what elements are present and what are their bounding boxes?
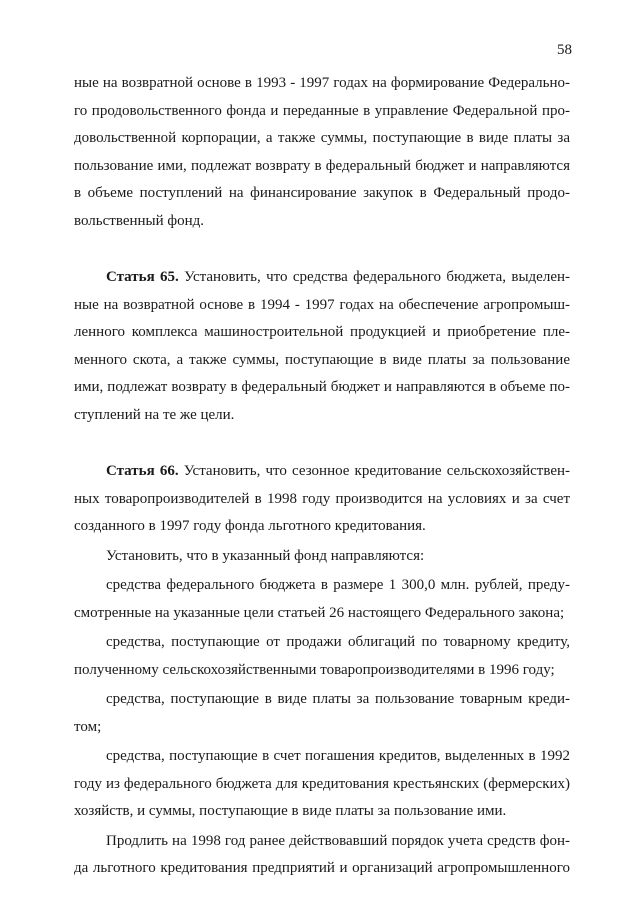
text-line: в объеме поступлений на финансирование закупок в Федеральный продо- bbox=[74, 185, 570, 201]
text-line: Продлить на 1998 год ранее действовавший порядок учета средств фон- bbox=[106, 832, 570, 849]
text-line: ных товаропроизводителей в 1998 году производится на условиях и за счет bbox=[74, 490, 570, 507]
text-line: ступлений на те же цели. bbox=[74, 406, 235, 423]
paragraph bbox=[74, 828, 570, 883]
article-label: Статья 66. bbox=[106, 463, 179, 479]
list-item bbox=[74, 629, 570, 684]
text-line: довольственной корпорации, а также суммы, поступающие в виде платы за bbox=[74, 130, 570, 146]
article-text: Установить, что средства федерального бюджета, выделен- bbox=[178, 269, 570, 285]
article-66 bbox=[74, 458, 570, 541]
text-line: менного скота, а также суммы, поступающие в виде платы за пользование bbox=[74, 351, 570, 368]
page-number: 58 bbox=[557, 42, 572, 58]
text-line: году из федерального бюджета для кредитования крестьянских (фермерских) bbox=[74, 775, 570, 792]
text-line: средства, поступающие в виде платы за пользование товарным креди- bbox=[106, 691, 570, 707]
text-line: средства, поступающие в счет погашения кредитов, выделенных в 1992 bbox=[106, 748, 570, 764]
text-line: хозяйств, и суммы, поступающие в виде платы за пользование ими. bbox=[74, 803, 507, 819]
text-line: полученному сельскохозяйственными товаропроизводителями в 1996 году; bbox=[74, 661, 555, 678]
text-line: Установить, что в указанный фонд направляются: bbox=[106, 547, 425, 564]
text-line: смотренные на указанные цели статьей 26 настоящего Федерального закона; bbox=[74, 604, 565, 621]
text-line: ные на возвратной основе в 1994 - 1997 годах на обеспечение агропромыш- bbox=[74, 296, 570, 313]
text-line: ленного комплекса машиностроительной продукцией и приобретение пле- bbox=[74, 324, 570, 340]
document-body bbox=[74, 70, 570, 883]
paragraph-spacer bbox=[74, 235, 570, 264]
article-65 bbox=[74, 264, 570, 429]
text-line: да льготного кредитования предприятий и организаций агропромышленного bbox=[74, 860, 570, 876]
text-line: том; bbox=[74, 718, 102, 735]
text-line: вольственный фонд. bbox=[74, 212, 205, 229]
article-label: Статья 65. bbox=[106, 269, 179, 285]
paragraph bbox=[74, 543, 570, 571]
text-line: средства, поступающие от продажи облигаций по товарному кредиту, bbox=[106, 634, 570, 650]
text-line: созданного в 1997 году фонда льготного кредитования. bbox=[74, 518, 426, 534]
article-heading-line bbox=[74, 458, 570, 486]
text-line: го продовольственного фонда и переданные в управление Федеральной про- bbox=[74, 102, 570, 119]
text-line: ими, подлежат возврату в федеральный бюджет и направляются в объеме по- bbox=[74, 379, 570, 395]
text-line: средства федерального бюджета в размере 1 300,0 млн. рублей, преду- bbox=[106, 577, 570, 593]
list-item bbox=[74, 572, 570, 627]
article-text: Установить, что сезонное кредитование сельскохозяйствен- bbox=[178, 463, 570, 479]
list-item bbox=[74, 686, 570, 741]
list-item bbox=[74, 743, 570, 826]
paragraph bbox=[74, 70, 570, 235]
article-heading-line bbox=[74, 264, 570, 292]
text-line: ные на возвратной основе в 1993 - 1997 годах на формирование Федерально- bbox=[74, 75, 570, 91]
paragraph-spacer bbox=[74, 429, 570, 458]
text-line: пользование ими, подлежат возврату в федеральный бюджет и направляются bbox=[74, 157, 570, 174]
